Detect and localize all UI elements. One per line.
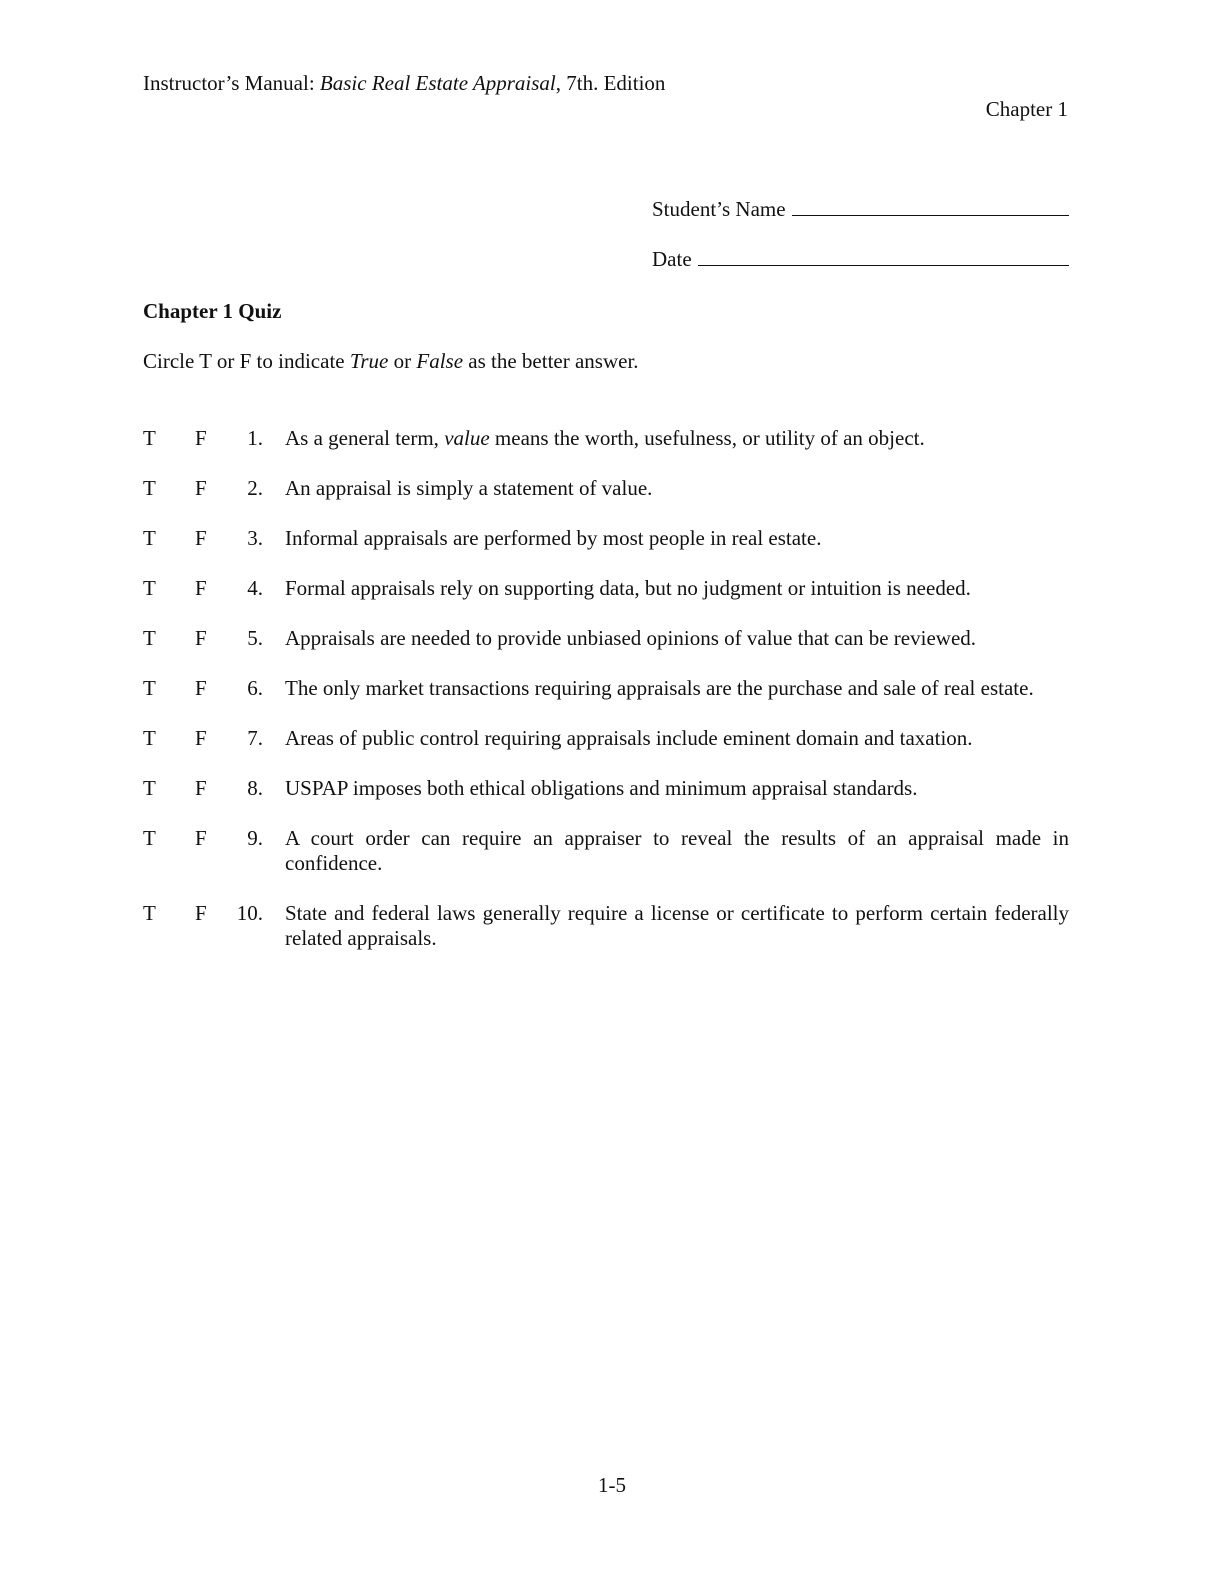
true-option[interactable]: T [143, 626, 156, 650]
student-name-blank[interactable] [792, 197, 1069, 216]
quiz-title: Chapter 1 Quiz [143, 299, 282, 323]
page-number: 1-5 [598, 1473, 626, 1497]
true-option[interactable]: T [143, 776, 156, 800]
question-text-part: State and federal laws generally require a license or certificate to perform certain federally related appraisals. [285, 901, 1069, 950]
false-option[interactable]: F [195, 776, 207, 800]
book-title: Basic Real Estate Appraisal [319, 71, 556, 95]
question-row [143, 476, 1069, 501]
question-number: 9. [247, 826, 263, 850]
question-text [285, 476, 1069, 501]
true-option[interactable]: T [143, 726, 156, 750]
date-blank[interactable] [698, 247, 1069, 266]
false-option[interactable]: F [195, 476, 207, 500]
chapter-label: Chapter 1 [985, 97, 1068, 121]
question-row [143, 676, 1069, 701]
instructions-true-word: True [349, 349, 389, 373]
question-text [285, 676, 1069, 701]
question-text [285, 901, 1069, 951]
student-name-label: Student’s Name [652, 197, 786, 221]
question-text [285, 576, 1069, 601]
question-text-part: A court order can require an appraiser to reveal the results of an appraisal made in confidence. [285, 826, 1069, 875]
instructions-text: or [388, 349, 417, 373]
false-option[interactable]: F [195, 676, 207, 700]
question-text [285, 526, 1069, 551]
question-text [285, 726, 1069, 751]
question-number: 10. [236, 901, 263, 925]
question-number: 5. [247, 626, 263, 650]
question-row [143, 426, 1069, 451]
true-option[interactable]: T [143, 426, 156, 450]
true-option[interactable]: T [143, 901, 156, 925]
question-text-part: means the worth, usefulness, or utility of an object. [489, 426, 925, 450]
true-option[interactable]: T [143, 826, 156, 850]
question-number: 3. [247, 526, 263, 550]
question-text [285, 626, 1069, 651]
question-text [285, 426, 1069, 451]
question-number: 1. [247, 426, 263, 450]
question-number: 8. [247, 776, 263, 800]
question-text-part: Informal appraisals are performed by most people in real estate. [285, 526, 822, 550]
true-option[interactable]: T [143, 476, 156, 500]
question-text-part: Formal appraisals rely on supporting data, but no judgment or intuition is needed. [285, 576, 971, 600]
false-option[interactable]: F [195, 576, 207, 600]
question-number: 4. [247, 576, 263, 600]
student-name-field[interactable] [652, 197, 1069, 222]
question-number: 6. [247, 676, 263, 700]
instructions-text: Circle T or F to indicate [143, 349, 350, 373]
question-row [143, 901, 1069, 951]
false-option[interactable]: F [195, 626, 207, 650]
date-label: Date [652, 247, 692, 271]
question-text-part: An appraisal is simply a statement of value. [285, 476, 653, 500]
true-option[interactable]: T [143, 676, 156, 700]
question-text-part: Areas of public control requiring appraisals include eminent domain and taxation. [285, 726, 973, 750]
question-emphasis: value [444, 426, 490, 450]
header-prefix: Instructor’s Manual: [143, 71, 320, 95]
question-list [143, 426, 1069, 976]
instructions-false-word: False [416, 349, 464, 373]
question-row [143, 576, 1069, 601]
false-option[interactable]: F [195, 901, 207, 925]
question-row [143, 726, 1069, 751]
false-option[interactable]: F [195, 826, 207, 850]
header-edition: , 7th. Edition [555, 71, 666, 95]
true-option[interactable]: T [143, 526, 156, 550]
date-field[interactable] [652, 247, 1069, 272]
quiz-instructions [143, 349, 639, 374]
question-text [285, 826, 1069, 876]
question-text [285, 776, 1069, 801]
true-option[interactable]: T [143, 576, 156, 600]
question-row [143, 776, 1069, 801]
false-option[interactable]: F [195, 426, 207, 450]
question-row [143, 526, 1069, 551]
instructions-text: as the better answer. [463, 349, 639, 373]
question-number: 2. [247, 476, 263, 500]
question-text-part: The only market transactions requiring appraisals are the purchase and sale of real estate. [285, 676, 1034, 700]
question-row [143, 626, 1069, 651]
question-text-part: As a general term, [285, 426, 445, 450]
question-text-part: USPAP imposes both ethical obligations and minimum appraisal standards. [285, 776, 918, 800]
running-header [143, 71, 665, 96]
false-option[interactable]: F [195, 526, 207, 550]
question-number: 7. [247, 726, 263, 750]
false-option[interactable]: F [195, 726, 207, 750]
question-text-part: Appraisals are needed to provide unbiased opinions of value that can be reviewed. [285, 626, 977, 650]
question-row [143, 826, 1069, 876]
